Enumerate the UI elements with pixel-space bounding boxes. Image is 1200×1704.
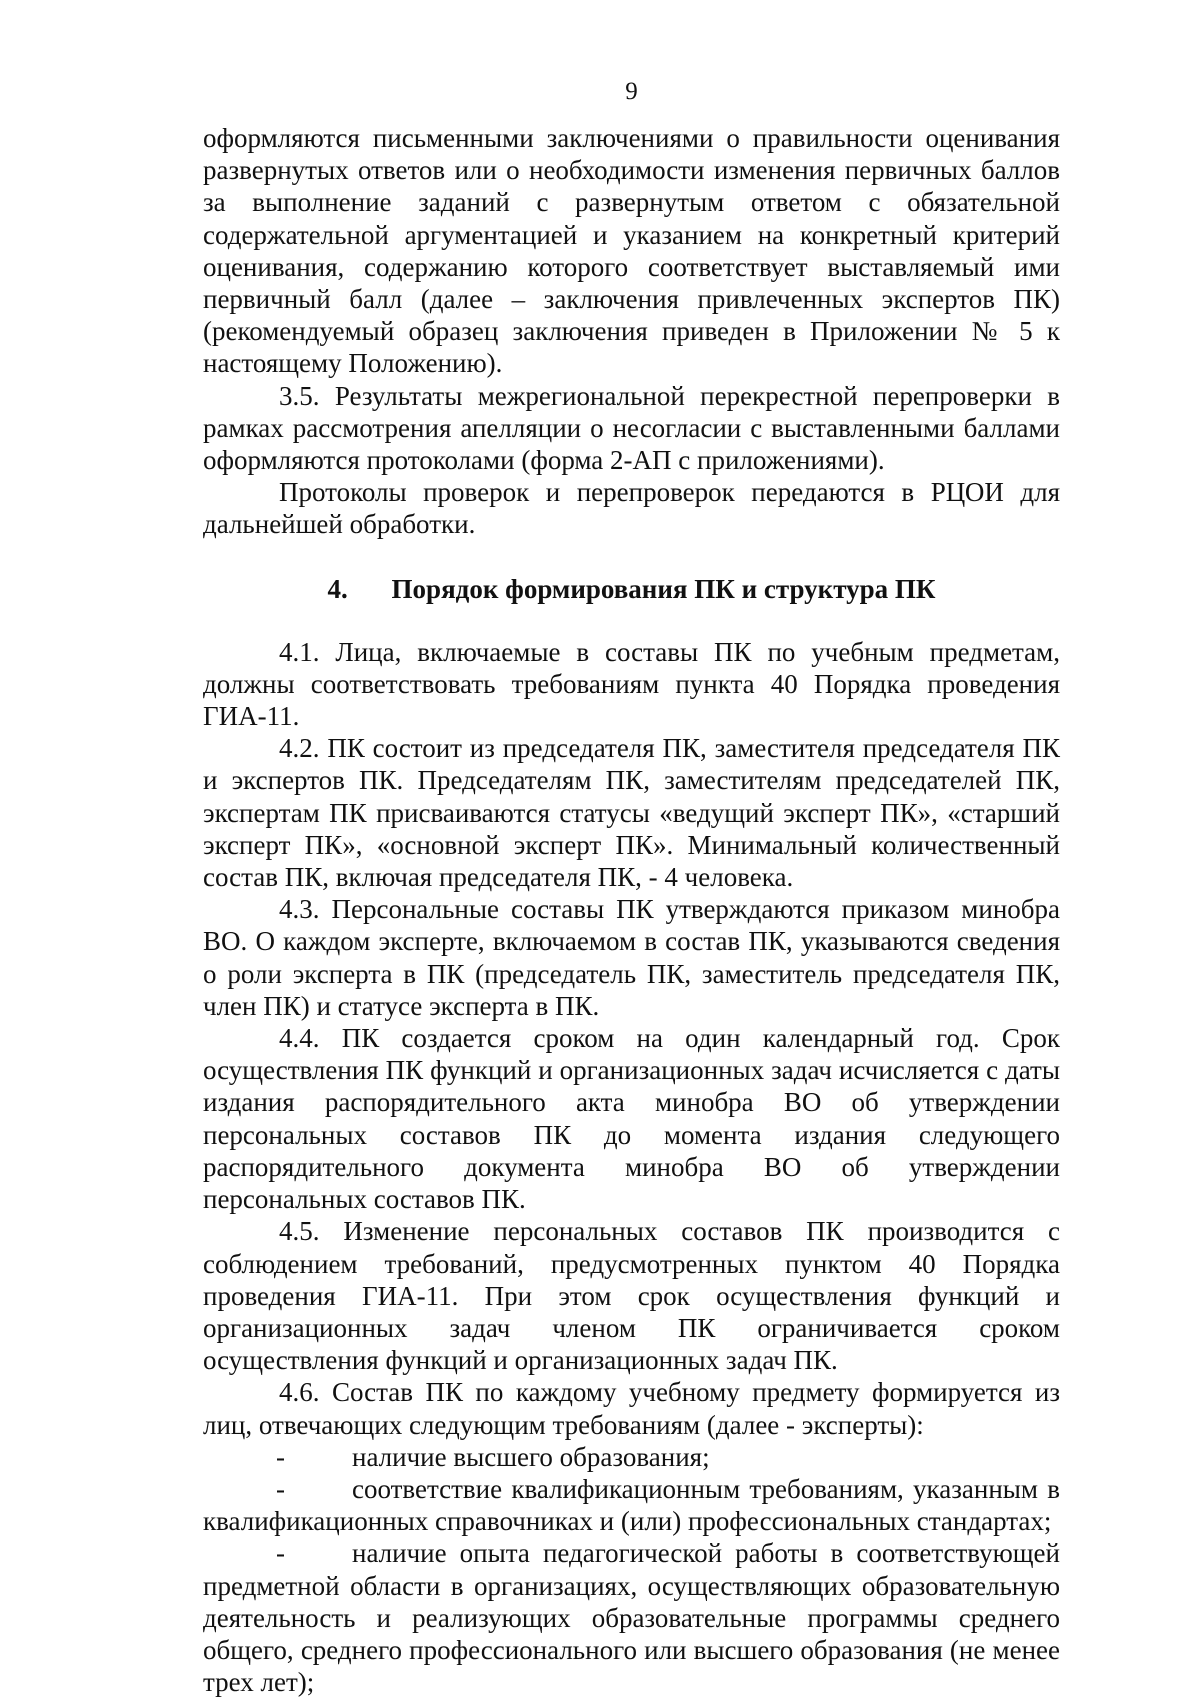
list-item-text: наличие высшего образования; [352, 1441, 710, 1472]
paragraph-4-6: 4.6. Состав ПК по каждому учебному предмету формируется из лиц, отвечающих следующим требованиям (далее - эксперты): [203, 1377, 1060, 1440]
paragraph-4-2: 4.2. ПК состоит из председателя ПК, заместителя председателя ПК и экспертов ПК. Председателям ПК, заместителям председателей ПК, экспертам ПК присваиваются статусы «ведущий эксперт ПК», «старший эксперт ПК», «основной эксперт ПК». Минимальный количественный состав ПК, включая председателя ПК, - 4 человека. [203, 733, 1060, 893]
list-item-text: наличие опыта педагогической работы в соответствующей предметной области в организациях, осуществляющих образовательную деятельность и реализующих образовательные программы среднего общего, среднего профессионального или высшего образования (не менее трех лет); [203, 1538, 1060, 1698]
list-item-text: соответствие квалификационным требованиям, указанным в квалификационных справочниках и (или) профессиональных стандартах; [203, 1473, 1060, 1537]
paragraph-4-1: 4.1. Лица, включаемые в составы ПК по учебным предметам, должны соответствовать требованиям пункта 40 Порядка проведения ГИА-11. [203, 636, 1060, 732]
list-item [203, 1473, 1060, 1537]
list-dash: - [276, 1538, 285, 1569]
page-number: 9 [625, 78, 638, 105]
list-dash: - [276, 1473, 285, 1504]
section-heading [203, 573, 1060, 605]
section-title: Порядок формирования ПК и структура ПК [391, 573, 936, 604]
paragraph-4-5: 4.5. Изменение персональных составов ПК производится с соблюдением требований, предусмотренных пунктом 40 Порядка проведения ГИА-11. При этом срок осуществления функций и организационных задач членом ПК ограничивается сроком осуществления функций и организационных задач ПК. [203, 1216, 1060, 1376]
list-item [203, 1537, 1060, 1698]
list-dash: - [276, 1441, 285, 1472]
paragraph-4-4: 4.4. ПК создается сроком на один календарный год. Срок осуществления ПК функций и организационных задач исчисляется с даты издания распорядительного акта минобра ВО об утверждении персональных составов ПК до момента издания следующего распорядительного документа минобра ВО об утверждении персональных составов ПК. [203, 1023, 1060, 1215]
paragraph-protocols: Протоколы проверок и перепроверок передаются в РЦОИ для дальнейшей обработки. [203, 477, 1060, 540]
paragraph-3-5: 3.5. Результаты межрегиональной перекрестной перепроверки в рамках рассмотрения апелляции о несогласии с выставленными баллами оформляются протоколами (форма 2-АП с приложениями). [203, 380, 1060, 476]
list-item [203, 1441, 1060, 1473]
section-number: 4. [327, 573, 348, 604]
paragraph-4-3: 4.3. Персональные составы ПК утверждаются приказом минобра ВО. О каждом эксперте, включаемом в состав ПК, указываются сведения о роли эксперта в ПК (председатель ПК, заместитель председателя ПК, член ПК) и статусе эксперта в ПК. [203, 894, 1060, 1021]
paragraph-continuation: оформляются письменными заключениями о правильности оценивания развернутых ответов или о необходимости изменения первичных баллов за выполнение заданий с развернутым ответом с обязательной содержательной аргументацией и указанием на конкретный критерий оценивания, содержанию которого соответствует выставляемый ими первичный балл (далее – заключения привлеченных экспертов ПК) (рекомендуемый образец заключения приведен в Приложении № 5 к настоящему Положению). [203, 123, 1060, 379]
